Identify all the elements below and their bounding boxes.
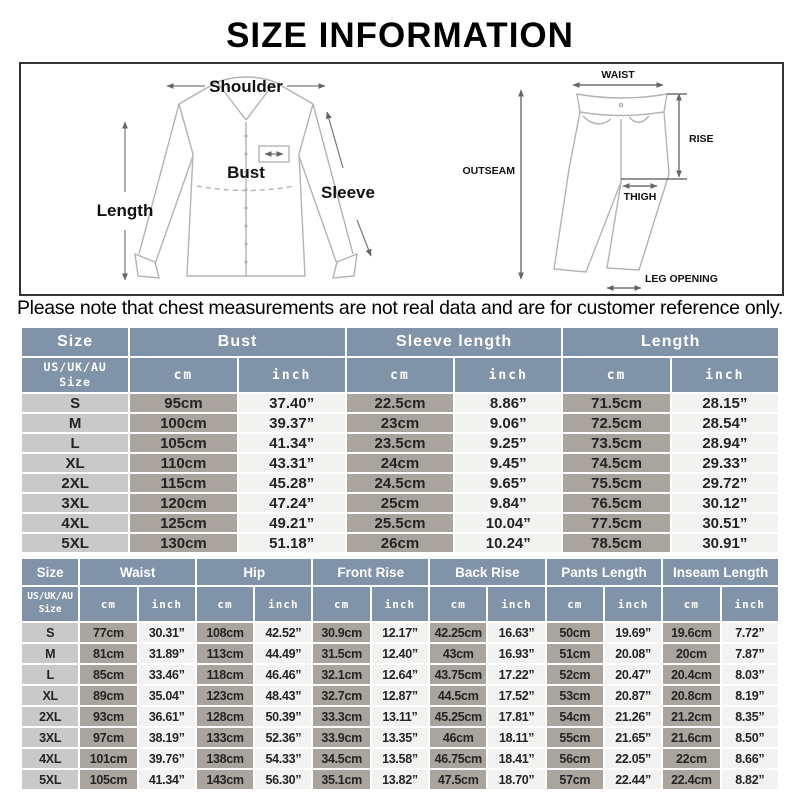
cm-value: 101cm: [80, 749, 136, 768]
unit-header-inch: inch: [722, 587, 778, 621]
length-label: Length: [96, 201, 154, 220]
cm-value: 22.4cm: [663, 770, 719, 789]
inch-value: 9.45”: [455, 454, 561, 472]
unit-header-row: [22, 358, 778, 392]
size-row: [22, 534, 778, 552]
unit-header-cm: cm: [347, 358, 453, 392]
measure-group-header: Hip: [197, 559, 312, 585]
unit-header-cm: cm: [197, 587, 253, 621]
cm-value: 108cm: [197, 623, 253, 642]
cm-value: 26cm: [347, 534, 453, 552]
inch-value: 9.65”: [455, 474, 561, 492]
size-value: 2XL: [22, 474, 128, 492]
cm-value: 22.5cm: [347, 394, 453, 412]
size-standard-line2: Size: [38, 604, 62, 615]
inch-value: 12.87”: [372, 686, 428, 705]
pants-drawing: [554, 94, 669, 272]
inch-value: 16.93”: [488, 644, 544, 663]
inch-value: 13.11”: [372, 707, 428, 726]
unit-header-cm: cm: [130, 358, 236, 392]
inch-value: 21.26”: [605, 707, 661, 726]
inch-value: 33.46”: [139, 665, 195, 684]
cm-value: 19.6cm: [663, 623, 719, 642]
cm-value: 23.5cm: [347, 434, 453, 452]
cm-value: 43.75cm: [430, 665, 486, 684]
inch-value: 30.31”: [139, 623, 195, 642]
inch-value: 28.15”: [672, 394, 778, 412]
size-row: [22, 707, 778, 726]
unit-header-inch: inch: [488, 587, 544, 621]
page-title: SIZE INFORMATION: [226, 16, 574, 55]
size-value: 5XL: [22, 770, 78, 789]
cm-value: 45.25cm: [430, 707, 486, 726]
size-group-header: Size: [22, 328, 128, 356]
inch-value: 20.87”: [605, 686, 661, 705]
unit-header-row: [22, 587, 778, 621]
cm-value: 138cm: [197, 749, 253, 768]
inch-value: 12.40”: [372, 644, 428, 663]
inch-value: 17.52”: [488, 686, 544, 705]
sleeve-label: Sleeve: [321, 183, 375, 202]
inch-value: 38.19”: [139, 728, 195, 747]
size-row: [22, 623, 778, 642]
inch-value: 52.36”: [255, 728, 311, 747]
cm-value: 21.6cm: [663, 728, 719, 747]
cm-value: 47.5cm: [430, 770, 486, 789]
shoulder-label: Shoulder: [209, 77, 283, 96]
cm-value: 35.1cm: [313, 770, 369, 789]
cm-value: 77.5cm: [563, 514, 669, 532]
inch-value: 39.76”: [139, 749, 195, 768]
cm-value: 50cm: [547, 623, 603, 642]
cm-value: 56cm: [547, 749, 603, 768]
size-row: [22, 514, 778, 532]
cm-value: 85cm: [80, 665, 136, 684]
inch-value: 46.46”: [255, 665, 311, 684]
size-value: 4XL: [22, 514, 128, 532]
size-group-header: Size: [22, 559, 78, 585]
size-standard-header: [22, 358, 128, 392]
size-row: [22, 644, 778, 663]
cm-value: 71.5cm: [563, 394, 669, 412]
inch-value: 29.72”: [672, 474, 778, 492]
inch-value: 30.51”: [672, 514, 778, 532]
cm-value: 20.4cm: [663, 665, 719, 684]
leg-opening-label: LEG OPENING: [645, 273, 718, 285]
inch-value: 36.61”: [139, 707, 195, 726]
inch-value: 41.34”: [139, 770, 195, 789]
inch-value: 8.19”: [722, 686, 778, 705]
bottom-size-table: [20, 557, 780, 791]
inch-value: 22.05”: [605, 749, 661, 768]
size-row: [22, 394, 778, 412]
inch-value: 20.47”: [605, 665, 661, 684]
unit-header-inch: inch: [372, 587, 428, 621]
outseam-label: OUTSEAM: [462, 165, 515, 177]
size-row: [22, 665, 778, 684]
inch-value: 13.82”: [372, 770, 428, 789]
inch-value: 54.33”: [255, 749, 311, 768]
size-row: [22, 494, 778, 512]
inch-value: 56.30”: [255, 770, 311, 789]
size-value: S: [22, 623, 78, 642]
cm-value: 24.5cm: [347, 474, 453, 492]
cm-value: 74.5cm: [563, 454, 669, 472]
cm-value: 100cm: [130, 414, 236, 432]
cm-value: 76.5cm: [563, 494, 669, 512]
inch-value: 18.41”: [488, 749, 544, 768]
inch-value: 43.31”: [239, 454, 345, 472]
unit-header-cm: cm: [430, 587, 486, 621]
inch-value: 47.24”: [239, 494, 345, 512]
size-value: L: [22, 665, 78, 684]
measure-group-header: Length: [563, 328, 778, 356]
measurement-diagram-box: [19, 62, 784, 296]
size-value: 2XL: [22, 707, 78, 726]
cm-value: 51cm: [547, 644, 603, 663]
cm-value: 21.2cm: [663, 707, 719, 726]
cm-value: 123cm: [197, 686, 253, 705]
cm-value: 33.9cm: [313, 728, 369, 747]
cm-value: 133cm: [197, 728, 253, 747]
size-row: [22, 474, 778, 492]
cm-value: 52cm: [547, 665, 603, 684]
cm-value: 89cm: [80, 686, 136, 705]
group-header-row: [22, 328, 778, 356]
cm-value: 46.75cm: [430, 749, 486, 768]
cm-value: 113cm: [197, 644, 253, 663]
inch-value: 8.35”: [722, 707, 778, 726]
cm-value: 78.5cm: [563, 534, 669, 552]
size-row: [22, 414, 778, 432]
inch-value: 9.84”: [455, 494, 561, 512]
size-standard-line1: US/UK/AU: [27, 591, 74, 603]
inch-value: 19.69”: [605, 623, 661, 642]
thigh-label: THIGH: [623, 191, 657, 203]
reference-note: Please note that chest measurements are not real data and are for customer reference only.: [16, 297, 784, 319]
cm-value: 55cm: [547, 728, 603, 747]
inch-value: 29.33”: [672, 454, 778, 472]
inch-value: 51.18”: [239, 534, 345, 552]
inch-value: 18.11”: [488, 728, 544, 747]
cm-value: 20cm: [663, 644, 719, 663]
cm-value: 93cm: [80, 707, 136, 726]
top-size-table: [20, 326, 780, 554]
inch-value: 17.81”: [488, 707, 544, 726]
inch-value: 30.91”: [672, 534, 778, 552]
cm-value: 33.3cm: [313, 707, 369, 726]
bust-label: Bust: [227, 163, 265, 182]
cm-value: 105cm: [80, 770, 136, 789]
inch-value: 39.37”: [239, 414, 345, 432]
inch-value: 44.49”: [255, 644, 311, 663]
cm-value: 32.1cm: [313, 665, 369, 684]
size-value: 3XL: [22, 728, 78, 747]
inch-value: 42.52”: [255, 623, 311, 642]
size-row: [22, 749, 778, 768]
size-row: [22, 434, 778, 452]
size-value: 3XL: [22, 494, 128, 512]
unit-header-cm: cm: [313, 587, 369, 621]
cm-value: 25cm: [347, 494, 453, 512]
cm-value: 31.5cm: [313, 644, 369, 663]
unit-header-inch: inch: [672, 358, 778, 392]
inch-value: 16.63”: [488, 623, 544, 642]
cm-value: 128cm: [197, 707, 253, 726]
unit-header-cm: cm: [563, 358, 669, 392]
cm-value: 125cm: [130, 514, 236, 532]
inch-value: 7.87”: [722, 644, 778, 663]
cm-value: 22cm: [663, 749, 719, 768]
measurement-diagram: [21, 64, 782, 294]
inch-value: 8.82”: [722, 770, 778, 789]
cm-value: 53cm: [547, 686, 603, 705]
cm-value: 30.9cm: [313, 623, 369, 642]
inch-value: 37.40”: [239, 394, 345, 412]
inch-value: 8.86”: [455, 394, 561, 412]
size-value: 5XL: [22, 534, 128, 552]
cm-value: 54cm: [547, 707, 603, 726]
inch-value: 8.66”: [722, 749, 778, 768]
inch-value: 7.72”: [722, 623, 778, 642]
inch-value: 49.21”: [239, 514, 345, 532]
cm-value: 130cm: [130, 534, 236, 552]
cm-value: 20.8cm: [663, 686, 719, 705]
unit-header-cm: cm: [663, 587, 719, 621]
inch-value: 35.04”: [139, 686, 195, 705]
size-standard-line2: Size: [59, 375, 91, 389]
cm-value: 24cm: [347, 454, 453, 472]
inch-value: 20.08”: [605, 644, 661, 663]
cm-value: 97cm: [80, 728, 136, 747]
cm-value: 105cm: [130, 434, 236, 452]
size-row: [22, 770, 778, 789]
cm-value: 32.7cm: [313, 686, 369, 705]
inch-value: 45.28”: [239, 474, 345, 492]
measure-group-header: Front Rise: [313, 559, 428, 585]
size-value: 4XL: [22, 749, 78, 768]
size-value: M: [22, 644, 78, 663]
cm-value: 115cm: [130, 474, 236, 492]
size-value: XL: [22, 454, 128, 472]
waist-label: WAIST: [601, 69, 635, 81]
unit-header-inch: inch: [255, 587, 311, 621]
cm-value: 46cm: [430, 728, 486, 747]
cm-value: 42.25cm: [430, 623, 486, 642]
unit-header-inch: inch: [605, 587, 661, 621]
cm-value: 73.5cm: [563, 434, 669, 452]
inch-value: 10.04”: [455, 514, 561, 532]
inch-value: 18.70”: [488, 770, 544, 789]
cm-value: 43cm: [430, 644, 486, 663]
cm-value: 25.5cm: [347, 514, 453, 532]
unit-header-inch: inch: [139, 587, 195, 621]
measure-group-header: Sleeve length: [347, 328, 562, 356]
inch-value: 50.39”: [255, 707, 311, 726]
unit-header-cm: cm: [80, 587, 136, 621]
inch-value: 8.50”: [722, 728, 778, 747]
cm-value: 34.5cm: [313, 749, 369, 768]
inch-value: 28.94”: [672, 434, 778, 452]
inch-value: 9.25”: [455, 434, 561, 452]
inch-value: 22.44”: [605, 770, 661, 789]
inch-value: 17.22”: [488, 665, 544, 684]
cm-value: 110cm: [130, 454, 236, 472]
inch-value: 48.43”: [255, 686, 311, 705]
group-header-row: [22, 559, 778, 585]
inch-value: 13.58”: [372, 749, 428, 768]
inch-value: 30.12”: [672, 494, 778, 512]
size-row: [22, 454, 778, 472]
cm-value: 57cm: [547, 770, 603, 789]
unit-header-cm: cm: [547, 587, 603, 621]
cm-value: 143cm: [197, 770, 253, 789]
cm-value: 44.5cm: [430, 686, 486, 705]
size-value: M: [22, 414, 128, 432]
size-standard-header: [22, 587, 78, 621]
cm-value: 75.5cm: [563, 474, 669, 492]
rise-label: RISE: [689, 133, 714, 145]
cm-value: 77cm: [80, 623, 136, 642]
cm-value: 72.5cm: [563, 414, 669, 432]
cm-value: 118cm: [197, 665, 253, 684]
inch-value: 31.89”: [139, 644, 195, 663]
inch-value: 41.34”: [239, 434, 345, 452]
size-value: L: [22, 434, 128, 452]
cm-value: 95cm: [130, 394, 236, 412]
size-row: [22, 686, 778, 705]
inch-value: 28.54”: [672, 414, 778, 432]
inch-value: 9.06”: [455, 414, 561, 432]
measure-group-header: Bust: [130, 328, 345, 356]
measure-group-header: Inseam Length: [663, 559, 778, 585]
size-value: XL: [22, 686, 78, 705]
measure-group-header: Pants Length: [547, 559, 662, 585]
cm-value: 120cm: [130, 494, 236, 512]
size-standard-line1: US/UK/AU: [43, 360, 107, 375]
size-row: [22, 728, 778, 747]
unit-header-inch: inch: [239, 358, 345, 392]
inch-value: 8.03”: [722, 665, 778, 684]
unit-header-inch: inch: [455, 358, 561, 392]
inch-value: 10.24”: [455, 534, 561, 552]
size-value: S: [22, 394, 128, 412]
inch-value: 13.35”: [372, 728, 428, 747]
measure-group-header: Back Rise: [430, 559, 545, 585]
cm-value: 23cm: [347, 414, 453, 432]
inch-value: 12.64”: [372, 665, 428, 684]
cm-value: 81cm: [80, 644, 136, 663]
measure-group-header: Waist: [80, 559, 195, 585]
inch-value: 21.65”: [605, 728, 661, 747]
inch-value: 12.17”: [372, 623, 428, 642]
